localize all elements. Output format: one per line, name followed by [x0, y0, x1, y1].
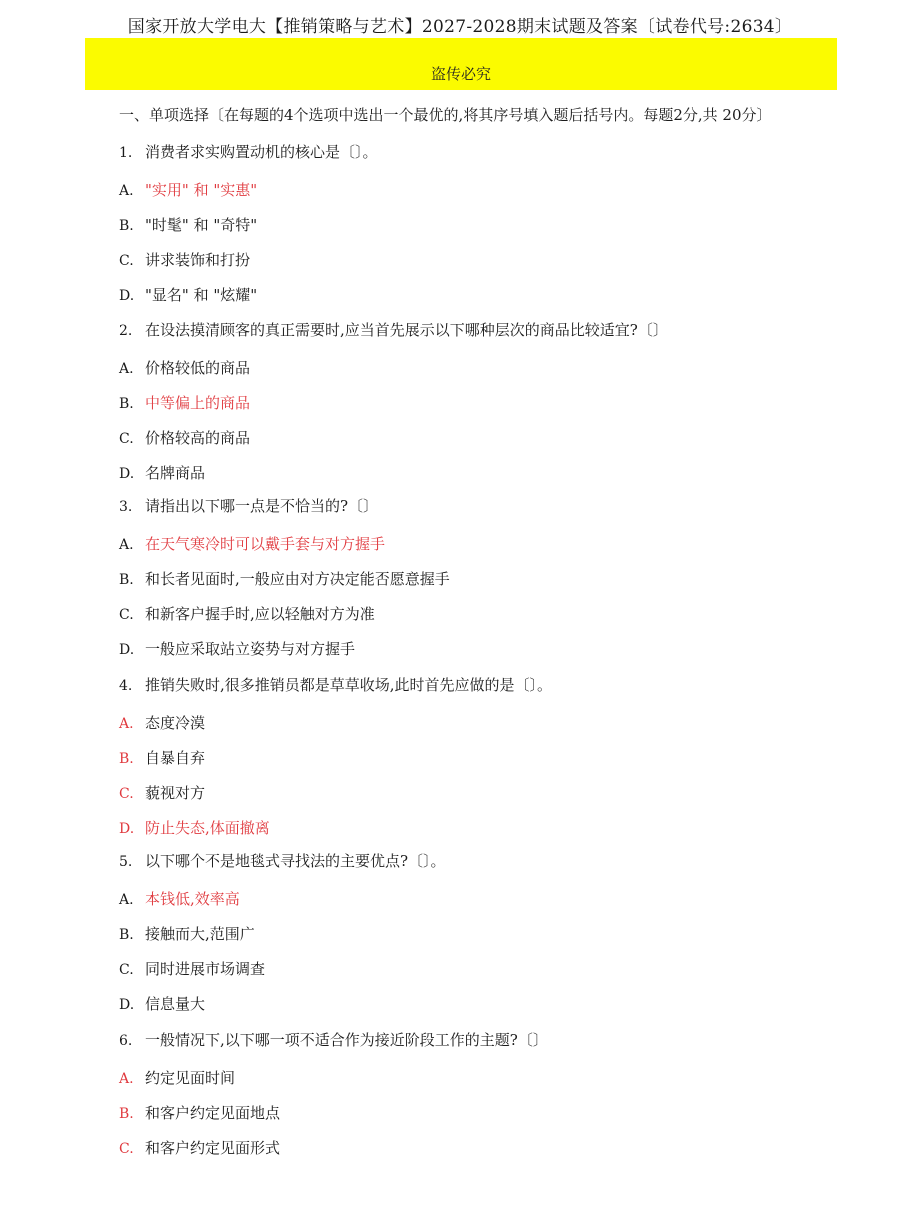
question-text: 在设法摸清顾客的真正需要时,应当首先展示以下哪种层次的商品比较适宜?〔〕 [145, 321, 668, 339]
option-label: B. [119, 927, 134, 943]
option-text: 和客户约定见面形式 [145, 1139, 281, 1157]
option-text: "显名" 和 "炫耀" [145, 286, 258, 304]
question-3-option-a [119, 533, 385, 555]
option-label: D. [119, 466, 135, 482]
option-label: A. [119, 361, 134, 377]
option-label: C. [119, 431, 134, 447]
question-1-option-c [119, 249, 250, 271]
question-text: 消费者求实购置动机的核心是〔〕。 [145, 143, 378, 161]
option-label: A. [119, 537, 134, 553]
question-4-option-b [119, 747, 205, 769]
question-4 [119, 674, 552, 696]
option-text: 讲求装饰和打扮 [145, 251, 251, 269]
question-1-option-d [119, 284, 257, 306]
question-4-option-d [119, 817, 270, 839]
question-number: 6. [119, 1033, 133, 1049]
section-heading: 一、单项选择〔在每题的4个选项中选出一个最优的,将其序号填入题后括号内。每题2分,共 20分〕 [119, 106, 772, 124]
question-3-option-b [119, 568, 450, 590]
option-text: 名牌商品 [145, 464, 206, 482]
option-text: 价格较低的商品 [145, 359, 251, 377]
option-label: C. [119, 607, 134, 623]
option-label: A. [119, 1071, 134, 1087]
document-title: 国家开放大学电大【推销策略与艺术】2027-2028期末试题及答案〔试卷代号:2634〕 [127, 17, 793, 37]
option-text: 接触而大,范围广 [145, 925, 255, 943]
question-2-option-d [119, 462, 205, 484]
banner-text: 盗传必究 [430, 65, 491, 83]
option-label: D. [119, 642, 135, 658]
option-text: 和客户约定见面地点 [145, 1104, 281, 1122]
question-1-option-b [119, 214, 257, 236]
question-3 [119, 495, 378, 517]
watermark-banner [85, 38, 837, 90]
question-3-option-c [119, 603, 375, 625]
option-text: "实用" 和 "实惠" [145, 181, 258, 199]
option-label: B. [119, 1106, 134, 1122]
option-label: C. [119, 786, 134, 802]
question-number: 4. [119, 678, 133, 694]
question-2-option-a [119, 357, 250, 379]
option-text: 和新客户握手时,应以轻触对方为准 [145, 605, 375, 623]
question-1 [119, 141, 378, 163]
question-2-option-c [119, 427, 250, 449]
option-label: D. [119, 997, 135, 1013]
question-6-option-b [119, 1102, 280, 1124]
question-6-option-a [119, 1067, 235, 1089]
question-3-option-d [119, 638, 355, 660]
option-label: A. [119, 892, 134, 908]
option-label: D. [119, 288, 135, 304]
question-4-option-c [119, 782, 205, 804]
question-text: 推销失败时,很多推销员都是草草收场,此时首先应做的是〔〕。 [145, 676, 553, 694]
option-label: B. [119, 218, 134, 234]
question-1-option-a [119, 179, 257, 201]
option-text: 防止失态,体面撤离 [145, 819, 270, 837]
question-number: 5. [119, 854, 133, 870]
question-text: 以下哪个不是地毯式寻找法的主要优点?〔〕。 [145, 852, 446, 870]
question-text: 请指出以下哪一点是不恰当的?〔〕 [145, 497, 379, 515]
option-label: A. [119, 716, 134, 732]
option-text: 藐视对方 [145, 784, 206, 802]
question-number: 1. [119, 145, 133, 161]
option-text: 态度冷漠 [145, 714, 206, 732]
option-text: "时髦" 和 "奇特" [145, 216, 258, 234]
question-5-option-a [119, 888, 240, 910]
option-text: 和长者见面时,一般应由对方决定能否愿意握手 [145, 570, 450, 588]
option-label: D. [119, 821, 135, 837]
question-2-option-b [119, 392, 250, 414]
option-label: C. [119, 1141, 134, 1157]
option-label: A. [119, 183, 134, 199]
question-6 [119, 1029, 548, 1051]
option-text: 信息量大 [145, 995, 206, 1013]
option-text: 约定见面时间 [145, 1069, 236, 1087]
option-text: 中等偏上的商品 [145, 394, 251, 412]
option-text: 本钱低,效率高 [145, 890, 240, 908]
option-label: B. [119, 396, 134, 412]
option-label: B. [119, 572, 134, 588]
option-label: C. [119, 253, 134, 269]
question-5-option-b [119, 923, 255, 945]
question-5-option-d [119, 993, 205, 1015]
question-2 [119, 319, 668, 341]
question-4-option-a [119, 712, 205, 734]
question-5-option-c [119, 958, 265, 980]
question-text: 一般情况下,以下哪一项不适合作为接近阶段工作的主题?〔〕 [145, 1031, 548, 1049]
option-text: 自暴自弃 [145, 749, 206, 767]
option-text: 一般应采取站立姿势与对方握手 [145, 640, 356, 658]
question-number: 3. [119, 499, 133, 515]
option-label: B. [119, 751, 134, 767]
option-label: C. [119, 962, 134, 978]
option-text: 同时进展市场调查 [145, 960, 266, 978]
question-number: 2. [119, 323, 133, 339]
question-6-option-c [119, 1137, 280, 1159]
question-5 [119, 850, 446, 872]
option-text: 价格较高的商品 [145, 429, 251, 447]
option-text: 在天气寒冷时可以戴手套与对方握手 [145, 535, 386, 553]
